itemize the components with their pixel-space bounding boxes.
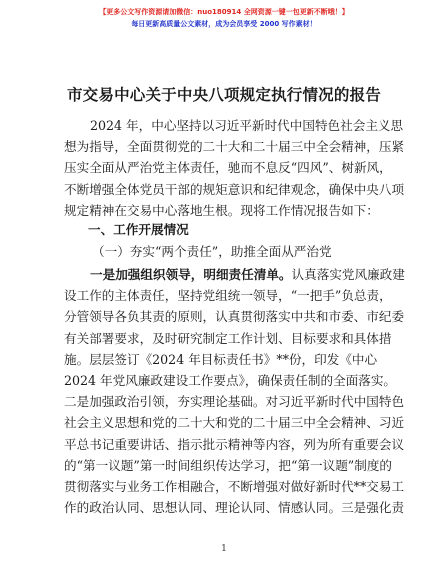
subsection-heading: （一）夯实“两个责任”，助推全面从严治党	[92, 244, 332, 259]
para-line: 贯彻落实与业务工作相融合，不断增强对做好新时代**交易工	[64, 479, 405, 495]
intro-line: 不断增强全体党员干部的规矩意识和纪律观念，确保中央八项	[64, 181, 405, 197]
para-lead-bold: 一是加强组织领导，明细责任清单。	[90, 267, 292, 282]
para-line: 社会主义思想和党的二十大和党的二十届三中全会精神、习近	[64, 415, 405, 431]
para-line: 2024 年党风廉政建设工作要点》，确保责任制的全面落实。	[64, 373, 397, 389]
intro-line: 想为指导，全面贯彻党的二十大和二十届三中全会精神，压紧	[64, 139, 405, 155]
promo-banner-line2: 每日更新高质量公文素材，成为会员享受 2000 写作素材！	[131, 20, 317, 28]
para-lead-rest: 认真落实党风廉政建	[291, 267, 405, 282]
para-line: 施。层层签订《2024 年目标责任书》**份，印发《中心	[64, 351, 378, 367]
para-line: 二是加强政治引领，夯实理论基础。对习近平新时代中国特色	[64, 394, 405, 410]
intro-line: 规定精神在交易中心落地生根。现将工作情况报告如下：	[64, 202, 379, 218]
intro-line: 压实全面从严治党主体责任，驰而不息反“四风”、树新风，	[64, 160, 392, 176]
para-line: 有关部署要求，及时研究制定工作计划、目标要求和具体措	[64, 330, 392, 346]
document-title: 市交易中心关于中央八项规定执行情况的报告	[66, 86, 381, 104]
section-heading: 一、工作开展情况	[88, 222, 189, 237]
para-line: 平总书记重要讲话、指示批示精神等内容，列为所有重要会议	[64, 436, 405, 452]
para-line: 分管领导各负其责的原则，认真贯彻落实中共和市委、市纪委	[64, 309, 405, 325]
intro-paragraph	[64, 115, 405, 221]
body-paragraph	[64, 264, 405, 518]
para-line: 作的政治认同、思想认同、理论认同、情感认同。三是强化责	[64, 500, 405, 516]
para-first-line	[64, 264, 405, 285]
para-line: 的“第一议题”第一时间组织传达学习，把“第一议题”制度的	[64, 457, 393, 473]
promo-banner-line1: 【更多公文写作资源请加微信：nuo180914 全网资源一键一包更新不断哦！】	[99, 8, 349, 16]
para-line: 设工作的主体责任，坚持党组统一领导，“一把手”负总责，	[64, 288, 392, 304]
page-number: 1	[221, 544, 227, 554]
intro-line: 2024 年，中心坚持以习近平新时代中国特色社会主义思	[90, 118, 404, 133]
